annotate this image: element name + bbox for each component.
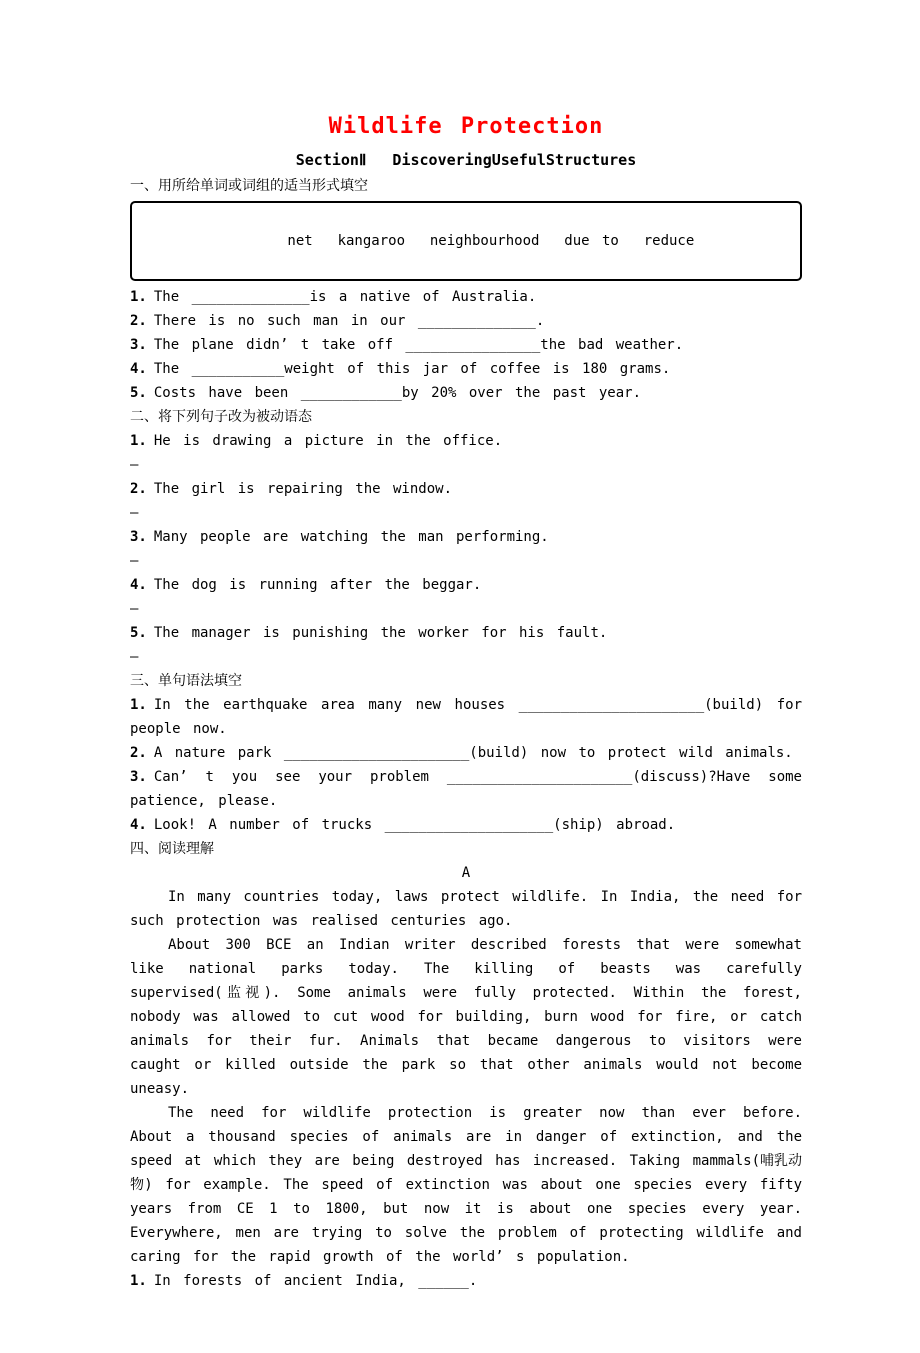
word-bank-box bbox=[130, 201, 802, 281]
passive-voice-item bbox=[130, 525, 802, 549]
passage-paragraph: The need for wildlife protection is greater now than ever before. About a thousand species of animals are in danger of extinction, and the speed at which they are being destroyed has increased. Taking mammals(哺乳动物) for example. The speed of extinction was about one species every fifty years from CE 1 to 1800, but now it is about one species every year. Everywhere, men are trying to solve the problem of protecting wildlife and caring for the rapid growth of the world’ s population. bbox=[130, 1105, 803, 1265]
item-number: 2. bbox=[130, 745, 147, 761]
passive-voice-item bbox=[130, 477, 802, 501]
item-text: The manager is punishing the worker for his fault. bbox=[153, 625, 608, 641]
item-text: Look! A number of trucks ____________________(ship) abroad. bbox=[153, 817, 676, 833]
item-text: The dog is running after the beggar. bbox=[153, 577, 482, 593]
item-text: The ___________weight of this jar of coffee is 180 grams. bbox=[153, 361, 671, 377]
section2-heading: 二、将下列句子改为被动语态 bbox=[130, 409, 312, 425]
passage-paragraph: In many countries today, laws protect wildlife. In India, the need for such protection was realised centuries ago. bbox=[130, 889, 803, 929]
item-number: 1. bbox=[130, 433, 147, 449]
passive-voice-item bbox=[130, 573, 802, 597]
item-number: 4. bbox=[130, 361, 147, 377]
item-number: 3. bbox=[130, 337, 147, 353]
fill-blank-item bbox=[130, 333, 802, 357]
answer-dash: — bbox=[130, 505, 139, 521]
item-number: 4. bbox=[130, 577, 147, 593]
fill-blank-item bbox=[130, 285, 802, 309]
grammar-fill-item bbox=[130, 813, 802, 837]
item-text: The girl is repairing the window. bbox=[153, 481, 453, 497]
item-number: 1. bbox=[130, 1273, 147, 1289]
section1-heading: 一、用所给单词或词组的适当形式填空 bbox=[130, 178, 368, 194]
section4-heading: 四、阅读理解 bbox=[130, 841, 214, 857]
item-number: 2. bbox=[130, 313, 147, 329]
answer-dash: — bbox=[130, 553, 139, 569]
item-number: 1. bbox=[130, 697, 147, 713]
item-text: He is drawing a picture in the office. bbox=[153, 433, 503, 449]
grammar-fill-item bbox=[130, 741, 802, 765]
item-text: Many people are watching the man performing. bbox=[153, 529, 549, 545]
item-text: The ______________is a native of Australia. bbox=[153, 289, 537, 305]
item-number: 5. bbox=[130, 625, 147, 641]
item-text: A nature park ______________________(build) now to protect wild animals. bbox=[153, 745, 793, 761]
item-number: 4. bbox=[130, 817, 147, 833]
section3-heading: 三、单句语法填空 bbox=[130, 673, 242, 689]
item-number: 1. bbox=[130, 289, 147, 305]
section-subtitle: SectionⅡ DiscoveringUsefulStructures bbox=[295, 151, 637, 169]
item-text: In forests of ancient India, ______. bbox=[153, 1273, 478, 1289]
item-text: Can’ t you see your problem ______________________(discuss)?Have some patience, please. bbox=[130, 769, 802, 809]
grammar-fill-item bbox=[130, 765, 802, 813]
fill-blank-item bbox=[130, 381, 802, 405]
word-bank-words: net kangaroo neighbourhood due to reduce bbox=[287, 233, 695, 249]
passive-voice-item bbox=[130, 621, 802, 645]
item-number: 5. bbox=[130, 385, 147, 401]
item-text: The plane didn’ t take off ________________the bad weather. bbox=[153, 337, 684, 353]
comprehension-question bbox=[130, 1269, 802, 1293]
item-text: In the earthquake area many new houses ______________________(build) for people now. bbox=[130, 697, 802, 737]
item-number: 3. bbox=[130, 769, 147, 785]
grammar-fill-item bbox=[130, 693, 802, 741]
item-text: There is no such man in our ______________. bbox=[153, 313, 545, 329]
passive-voice-item bbox=[130, 429, 802, 453]
item-number: 3. bbox=[130, 529, 147, 545]
item-text: Costs have been ____________by 20% over the past year. bbox=[153, 385, 642, 401]
item-number: 2. bbox=[130, 481, 147, 497]
fill-blank-item bbox=[130, 309, 802, 333]
passage-paragraph: About 300 BCE an Indian writer described forests that were somewhat like national parks today. The killing of beasts was carefully supervised(监视). Some animals were fully protected. Within the forest, nobody was allowed to cut wood for building, burn wood for fire, or catch animals for their fur. Animals that became dangerous to visitors were caught or killed outside the park so that other animals would not become uneasy. bbox=[130, 937, 802, 1097]
answer-dash: — bbox=[130, 649, 139, 665]
answer-dash: — bbox=[130, 457, 139, 473]
passage-label: A bbox=[461, 865, 471, 881]
fill-blank-item bbox=[130, 357, 802, 381]
answer-dash: — bbox=[130, 601, 139, 617]
page-title: Wildlife Protection bbox=[328, 114, 604, 139]
